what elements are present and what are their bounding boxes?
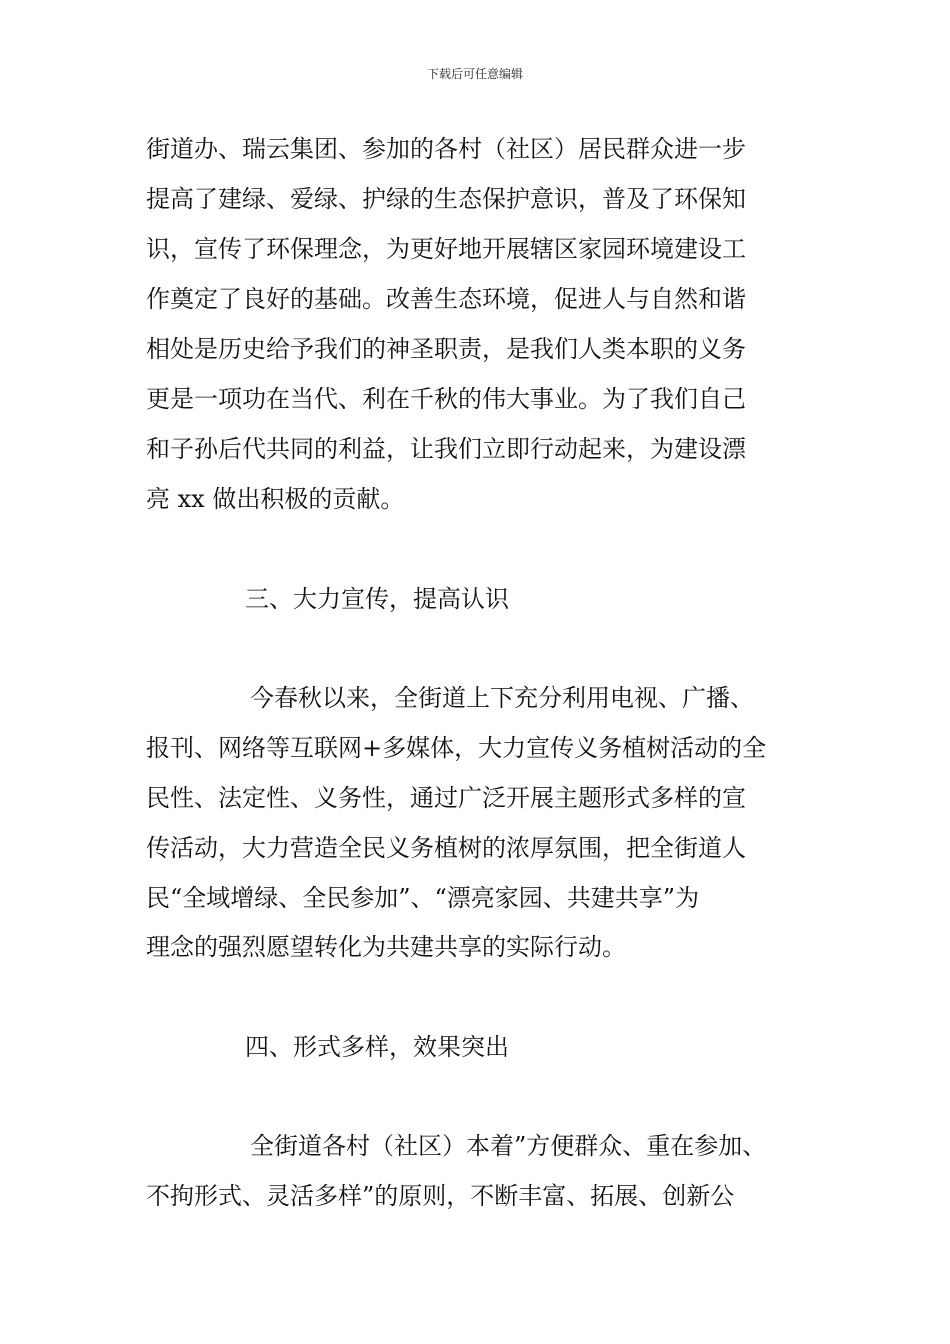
section-heading: 三、大力宣传，提高认识 (245, 585, 509, 613)
paragraph-line: 传活动，大力营造全民义务植树的浓厚氛围，把全街道人 (146, 834, 746, 862)
paragraph-line: 民“全域增绿、全民参加”、“漂亮家园、共建共享”为 (146, 884, 700, 912)
paragraph-line: 民性、法定性、义务性，通过广泛开展主题形式多样的宣 (146, 784, 746, 812)
paragraph-line: 不拘形式、灵活多样”的原则，不断丰富、拓展、创新公 (146, 1182, 735, 1210)
paragraph-line: 提高了建绿、爱绿、护绿的生态保护意识，普及了环保知 (146, 185, 746, 213)
paragraph-line: 更是一项功在当代、利在千秋的伟大事业。为了我们自己 (146, 385, 746, 413)
paragraph-line: 和子孙后代共同的利益，让我们立即行动起来，为建设漂 (146, 435, 746, 463)
paragraph-line: 相处是历史给予我们的神圣职责，是我们人类本职的义务 (146, 335, 746, 363)
paragraph-line: 报刊、网络等互联网+多媒体，大力宣传义务植树活动的全 (146, 734, 767, 762)
paragraph-line: 全街道各村（社区）本着”方便群众、重在参加、 (250, 1132, 767, 1160)
paragraph-line: 理念的强烈愿望转化为共建共享的实际行动。 (146, 933, 626, 961)
paragraph-line: 亮 xx 做出积极的贡献。 (146, 485, 405, 513)
paragraph-line: 今春秋以来，全街道上下充分利用电视、广播、 (250, 684, 754, 712)
paragraph-line: 识，宣传了环保理念，为更好地开展辖区家园环境建设工 (146, 235, 746, 263)
paragraph-line: 街道办、瑞云集团、参加的各村（社区）居民群众进一步 (146, 135, 746, 163)
paragraph-line: 作奠定了良好的基础。改善生态环境，促进人与自然和谐 (146, 285, 746, 313)
page-header: 下载后可任意编辑 (426, 67, 523, 81)
section-heading: 四、形式多样，效果突出 (245, 1033, 509, 1061)
